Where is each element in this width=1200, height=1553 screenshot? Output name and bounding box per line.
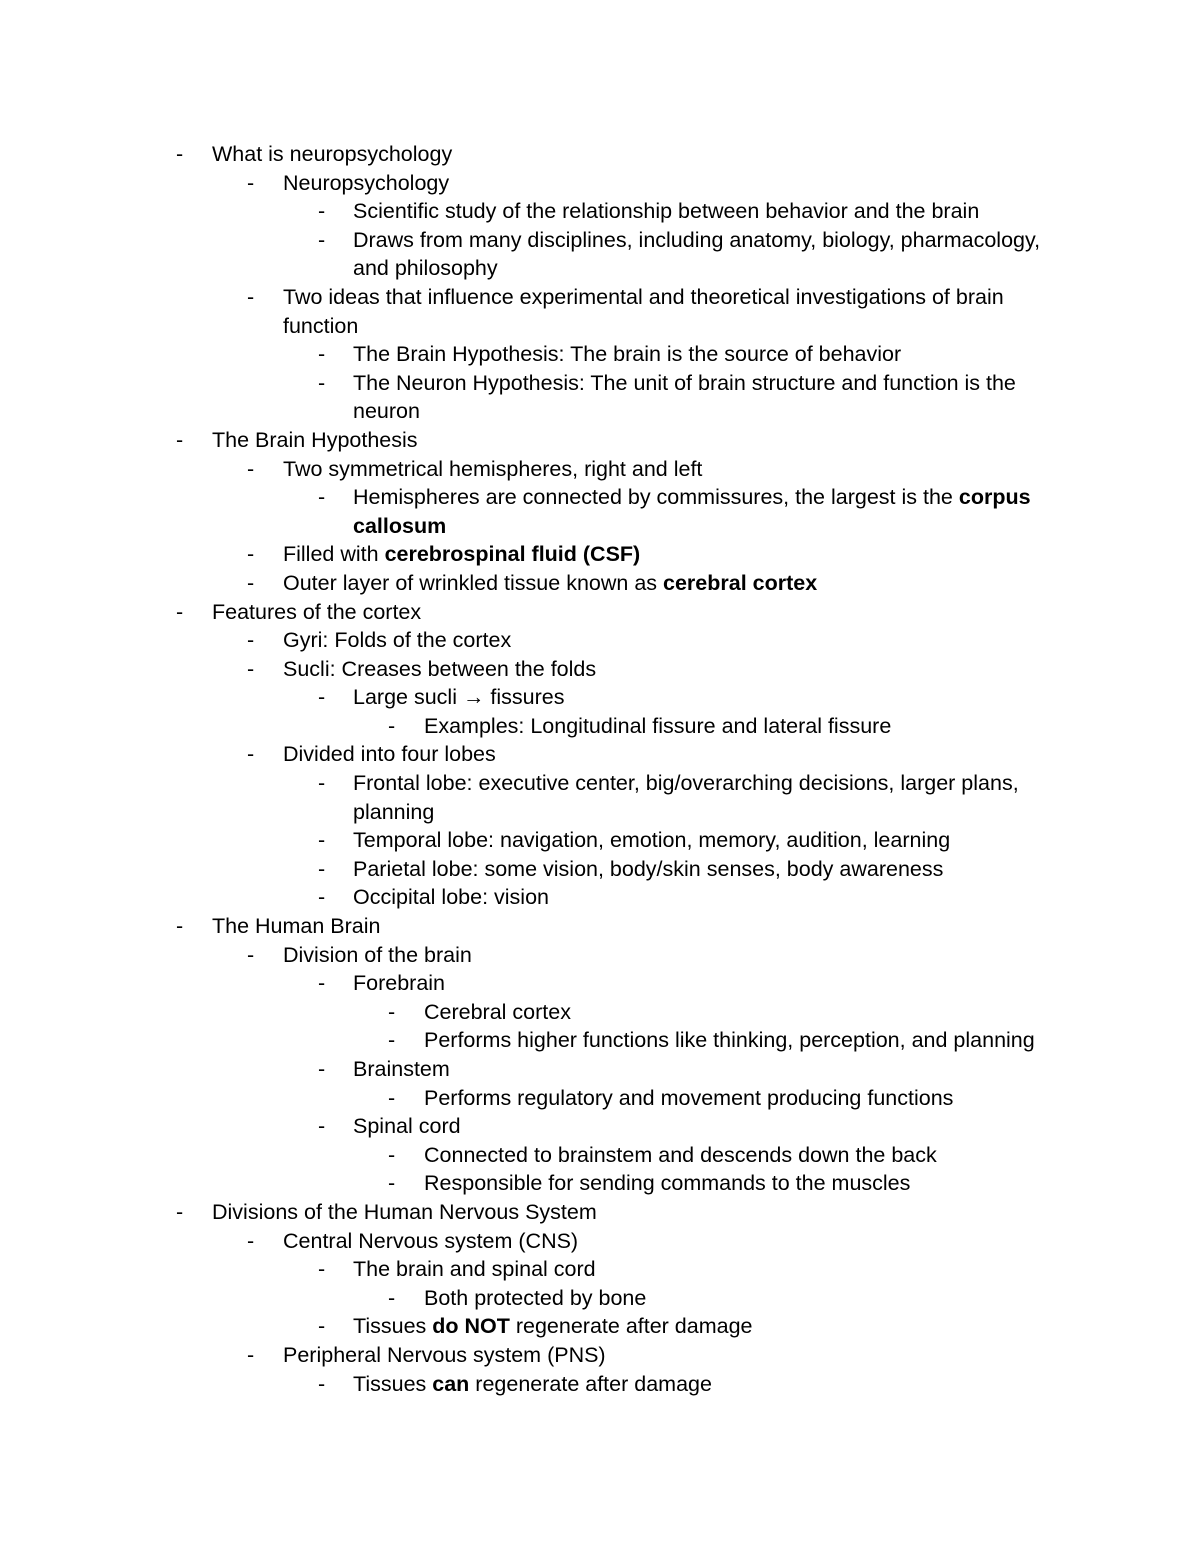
bullet-dash: - [318,856,326,881]
bullet-dash: - [247,742,255,767]
list-item-text [353,1057,450,1081]
text-run: Divided into four lobes [283,742,496,767]
list-item [0,998,1059,1027]
bullet-dash: - [318,1114,326,1139]
list-item [0,1169,1059,1198]
bullet-dash: - [318,1257,326,1282]
text-run: regenerate after damage [469,1371,712,1396]
list-item-text [283,571,817,595]
list-item [0,455,1059,484]
bullet-dash: - [318,342,326,367]
text-run: Scientific study of the relationship between behavior and the brain [353,199,980,224]
list-item-text [212,428,418,452]
bullet-dash: - [318,971,326,996]
list-item [0,140,1059,169]
bullet-dash: - [247,170,255,195]
text-run: Two symmetrical hemispheres, right and left [283,456,703,481]
list-item [0,283,1059,340]
list-item [0,883,1059,912]
bullet-dash: - [318,828,326,853]
text-run: Responsible for sending commands to the muscles [424,1171,911,1196]
list-item [0,1312,1059,1341]
text-run: Temporal lobe: navigation, emotion, memory, audition, learning [353,828,951,853]
list-item [0,941,1059,970]
list-item-text [283,542,640,566]
bullet-dash: - [247,284,255,309]
list-item-text [283,457,702,481]
list-item-text [212,914,381,938]
list-item-text [424,1028,1035,1052]
notes-list [0,140,1059,1398]
bullet-dash: - [176,1199,184,1224]
list-item [0,1370,1059,1399]
text-run: Occipital lobe: vision [353,885,549,910]
list-item-text [424,1000,571,1024]
text-run: regenerate after damage [509,1314,753,1339]
bold-text-run: do NOT [432,1314,510,1339]
list-item [0,197,1059,226]
bullet-dash: - [247,570,255,595]
text-run: Neuropsychology [283,170,450,195]
text-run: Frontal lobe: executive center, big/overarching decisions, larger plans, planning [353,771,1019,824]
bullet-dash: - [388,1285,396,1310]
bullet-dash: - [176,914,184,939]
text-run: Draws from many disciplines, including anatomy, biology, pharmacology, and philosophy [353,227,1041,281]
text-run: Peripheral Nervous system (PNS) [283,1342,606,1367]
list-item [0,655,1059,684]
text-run: Parietal lobe: some vision, body/skin senses, body awareness [353,856,944,881]
text-run: Sucli: Creases between the folds [283,656,597,681]
list-item-text [353,1257,596,1281]
list-item-text [283,1229,578,1253]
list-item-text [424,714,891,738]
bullet-dash: - [388,1142,396,1167]
text-run: Performs regulatory and movement producing functions [424,1085,954,1110]
list-item-text [283,628,511,652]
text-run: The Brain Hypothesis [212,427,418,452]
bullet-dash: - [176,142,184,166]
list-item-text [424,1143,937,1167]
list-item [0,1141,1059,1170]
list-item [0,1284,1059,1313]
text-run: Examples: Longitudinal fissure and lateral fissure [424,713,892,738]
list-item-text [424,1286,646,1310]
text-run: Division of the brain [283,942,472,967]
bullet-dash: - [388,999,396,1024]
list-item-text [283,742,496,766]
text-run: Brainstem [353,1057,450,1081]
list-item [0,1084,1059,1113]
list-item [0,1198,1059,1227]
text-run: Filled with [283,542,385,567]
list-item-text [353,971,445,995]
list-item [0,969,1059,998]
bullet-dash: - [388,713,396,738]
list-item [0,340,1059,369]
list-item [0,598,1059,627]
text-run: Hemispheres are connected by commissures, the largest is the [353,485,959,510]
list-item-text [283,285,1004,338]
list-item-text [212,142,452,166]
list-item [0,1227,1059,1256]
bullet-dash: - [318,485,326,510]
list-item [0,855,1059,884]
list-item [0,369,1059,426]
list-item-text [353,371,1016,424]
list-item [0,626,1059,655]
bullet-dash: - [247,456,255,481]
list-item [0,712,1059,741]
list-item [0,569,1059,598]
list-item [0,1341,1059,1370]
list-item-text [424,1086,953,1110]
bold-text-run: cerebrospinal fluid (CSF) [384,542,641,567]
list-item [0,683,1059,712]
text-run: Performs higher functions like thinking, perception, and planning [424,1028,1035,1053]
list-item-text [353,828,950,852]
list-item-text [353,1314,753,1338]
list-item [0,483,1059,540]
bullet-dash: - [318,1371,326,1396]
list-item [0,226,1059,283]
list-item-text [353,485,1031,538]
list-item-text [353,1114,461,1138]
list-item [0,1055,1059,1084]
bullet-dash: - [247,542,255,567]
bullet-dash: - [176,599,184,624]
list-item-text [353,857,943,881]
bullet-dash: - [247,942,255,967]
list-item [0,912,1059,941]
bullet-dash: - [388,1085,396,1110]
bullet-dash: - [318,685,326,710]
list-item-text [283,1343,606,1367]
bullet-dash: - [247,1228,255,1253]
text-run: Divisions of the Human Nervous System [212,1199,597,1224]
bullet-dash: - [247,1342,255,1367]
list-item-text [353,1372,712,1396]
list-item [0,826,1059,855]
bullet-dash: - [388,1171,396,1196]
list-item-text [353,342,901,366]
text-run: The Brain Hypothesis: The brain is the source of behavior [353,342,902,367]
list-item-text [353,228,1040,281]
list-item [0,1026,1059,1055]
list-item [0,169,1059,198]
bullet-dash: - [318,1314,326,1339]
list-item-text [283,943,472,967]
list-item-text [212,600,421,624]
bullet-dash: - [318,885,326,910]
bullet-dash: - [318,199,326,224]
text-run: What is neuropsychology [212,142,453,166]
list-item-text [353,199,979,223]
list-item-text [353,685,565,709]
text-run: Both protected by bone [424,1285,647,1310]
bullet-dash: - [318,771,326,796]
list-item [0,426,1059,455]
text-run: Cerebral cortex [424,999,571,1024]
text-run: Tissues [353,1371,433,1396]
text-run: Connected to brainstem and descends down the back [424,1142,937,1167]
bold-text-run: corpus callosum [353,485,1031,538]
bold-text-run: cerebral cortex [663,570,818,595]
text-run: Features of the cortex [212,599,422,624]
text-run: Outer layer of wrinkled tissue known as [283,570,663,595]
text-run: Gyri: Folds of the cortex [283,628,512,653]
list-item [0,1255,1059,1284]
list-item-text [283,171,449,195]
bullet-dash: - [247,628,255,653]
text-run: The brain and spinal cord [353,1257,596,1282]
bullet-dash: - [318,370,326,395]
bullet-dash: - [318,1057,326,1081]
text-run: Large sucli → fissures [353,685,565,710]
text-run: Tissues [353,1314,433,1339]
bullet-dash: - [247,656,255,681]
text-run: Spinal cord [353,1114,461,1139]
list-item-text [283,657,596,681]
text-run: Forebrain [353,971,446,996]
list-item [0,1112,1059,1141]
text-run: The Neuron Hypothesis: The unit of brain structure and function is the neuron [353,370,1016,424]
text-run: Central Nervous system (CNS) [283,1228,579,1253]
list-item-text [353,771,1019,824]
list-item [0,769,1059,826]
list-item [0,540,1059,569]
bold-text-run: can [432,1371,470,1396]
bullet-dash: - [318,227,326,252]
bullet-dash: - [176,427,184,452]
text-run: The Human Brain [212,914,381,939]
list-item-text [353,885,549,909]
bullet-dash: - [388,1028,396,1053]
list-item-text [424,1171,910,1195]
list-item [0,740,1059,769]
text-run: Two ideas that influence experimental and theoretical investigations of brain function [283,284,1004,338]
list-item-text [212,1200,597,1224]
